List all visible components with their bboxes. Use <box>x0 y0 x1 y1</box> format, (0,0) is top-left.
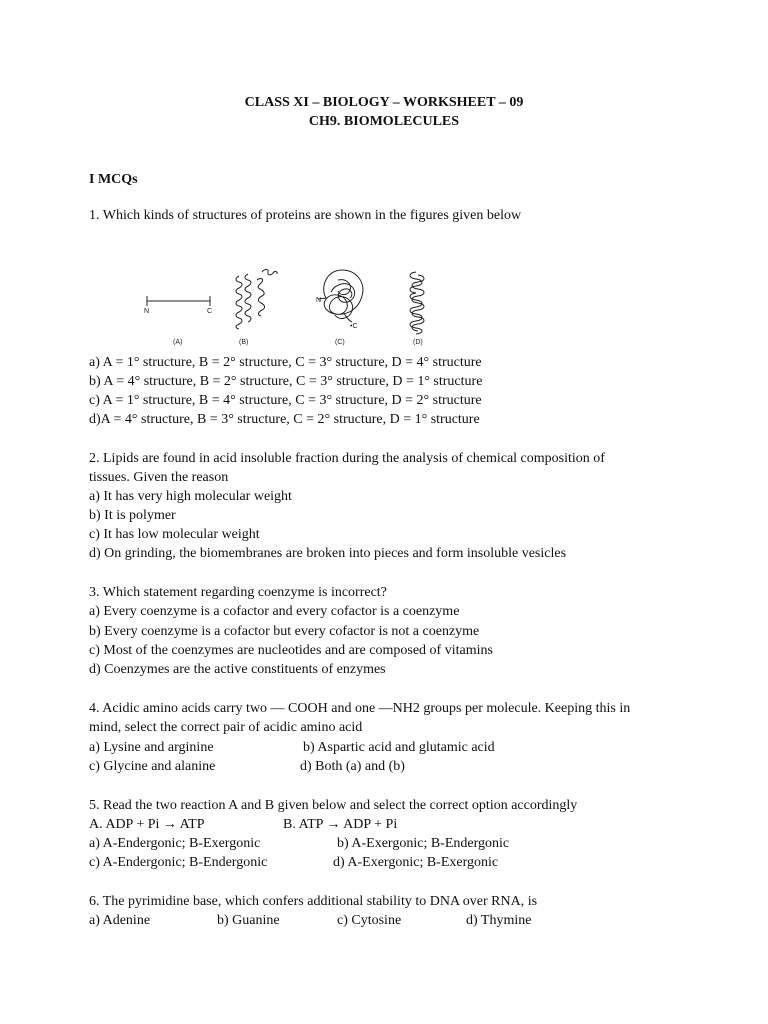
q3-option-a: a) Every coenzyme is a cofactor and every cofactor is a coenzyme <box>89 604 460 619</box>
primary-structure-chain <box>147 296 210 306</box>
q5-reaction-a: A. ADP + Pi → ATP <box>89 817 205 832</box>
q4-text-line2: mind, select the correct pair of acidic amino acid <box>89 720 363 735</box>
q6-option-b: b) Guanine <box>217 913 280 928</box>
terminal-n-label-c: N <box>316 297 322 304</box>
helix-structure-coil <box>410 272 424 334</box>
q1-option-b: b) A = 4° structure, B = 2° structure, C = 3° structure, D = 1° structure <box>89 374 483 389</box>
q5-option-a: a) A-Endergonic; B-Exergonic <box>89 836 261 851</box>
q4-option-c: c) Glycine and alanine <box>89 759 216 774</box>
q4-option-d: d) Both (a) and (b) <box>300 759 405 774</box>
q6-option-a: a) Adenine <box>89 913 151 928</box>
q4-option-b: b) Aspartic acid and glutamic acid <box>303 740 495 755</box>
section-heading: I MCQs <box>89 172 138 187</box>
protein-structure-figure <box>138 258 438 350</box>
figure-label-c: (C) <box>335 339 345 346</box>
q2-option-d: d) On grinding, the biomembranes are broken into pieces and form insoluble vesicles <box>89 546 567 561</box>
q2-option-a: a) It has very high molecular weight <box>89 489 292 504</box>
q5-option-b: b) A-Exergonic; B-Endergonic <box>337 836 510 851</box>
figure-label-a: (A) <box>173 339 183 346</box>
q3-option-b: b) Every coenzyme is a cofactor but every cofactor is not a coenzyme <box>89 624 480 639</box>
q5-text: 5. Read the two reaction A and B given below and select the correct option accordingly <box>89 798 578 813</box>
q2-option-c: c) It has low molecular weight <box>89 527 260 542</box>
q5-option-c: c) A-Endergonic; B-Endergonic <box>89 855 268 870</box>
secondary-structure-coils <box>236 269 277 329</box>
q6-option-d: d) Thymine <box>466 913 532 928</box>
figure-label-b: (B) <box>239 339 249 346</box>
chapter-title: CH9. BIOMOLECULES <box>308 114 460 129</box>
q3-option-d: d) Coenzymes are the active constituents of enzymes <box>89 662 386 677</box>
q2-option-b: b) It is polymer <box>89 508 176 523</box>
q5-option-d: d) A-Exergonic; B-Exergonic <box>333 855 499 870</box>
q3-option-c: c) Most of the coenzymes are nucleotides and are composed of vitamins <box>89 643 493 658</box>
q1-option-a: a) A = 1° structure, B = 2° structure, C = 3° structure, D = 4° structure <box>89 355 482 370</box>
q1-option-d: d)A = 4° structure, B = 3° structure, C = 2° structure, D = 1° structure <box>89 412 480 427</box>
q4-option-a: a) Lysine and arginine <box>89 740 214 755</box>
q6-option-c: c) Cytosine <box>337 913 402 928</box>
worksheet-title: CLASS XI – BIOLOGY – WORKSHEET – 09 <box>244 95 524 110</box>
q4-text-line1: 4. Acidic amino acids carry two — COOH and one —NH2 groups per molecule. Keeping this in <box>89 701 631 716</box>
q2-text-line1: 2. Lipids are found in acid insoluble fraction during the analysis of chemical composition of <box>89 451 605 466</box>
tertiary-structure-globule <box>318 270 363 322</box>
terminal-c-label-a: C <box>207 308 213 315</box>
terminal-c-label-c: •C <box>350 323 358 330</box>
q3-text: 3. Which statement regarding coenzyme is incorrect? <box>89 585 387 600</box>
q1-text: 1. Which kinds of structures of proteins are shown in the figures given below <box>89 208 522 223</box>
figure-label-d: (D) <box>413 339 423 346</box>
q5-reaction-b: B. ATP → ADP + Pi <box>283 817 398 832</box>
q2-text-line2: tissues. Given the reason <box>89 470 229 485</box>
q6-text: 6. The pyrimidine base, which confers additional stability to DNA over RNA, is <box>89 894 538 909</box>
terminal-n-label-a: N <box>144 308 150 315</box>
q1-option-c: c) A = 1° structure, B = 4° structure, C = 3° structure, D = 2° structure <box>89 393 482 408</box>
